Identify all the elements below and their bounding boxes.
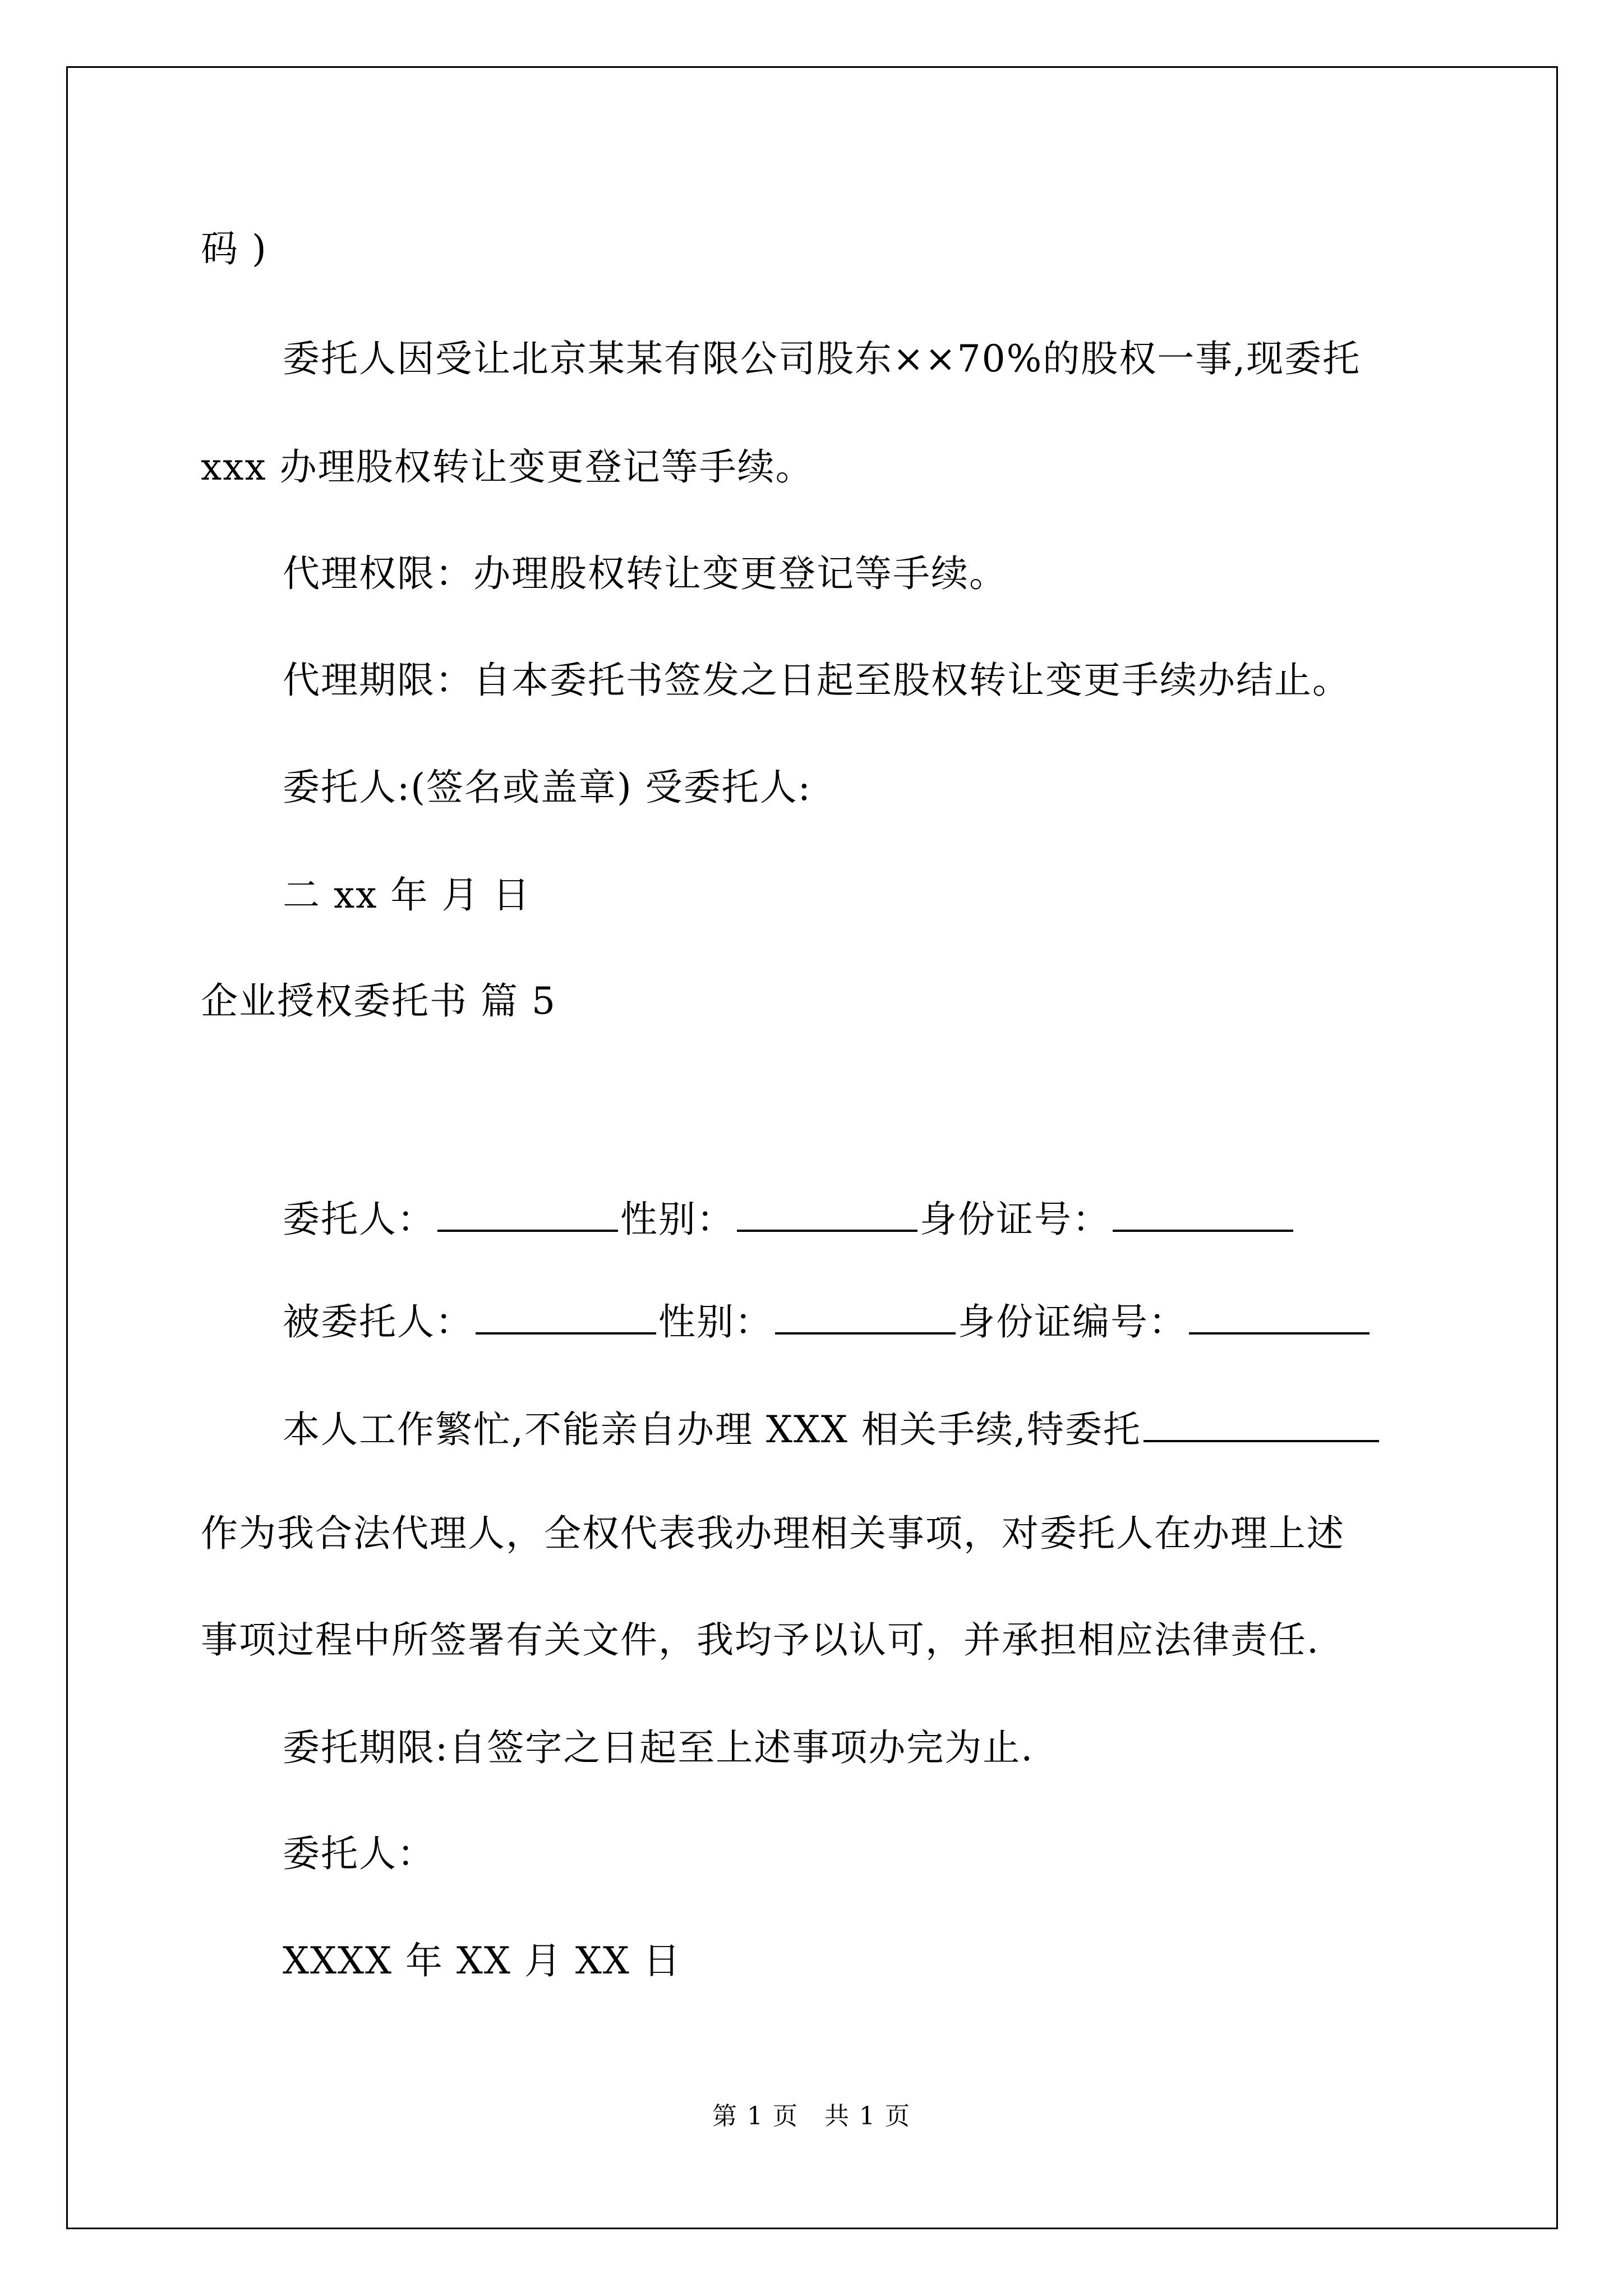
text-line-3: xxx 办理股权转让变更登记等手续。 bbox=[201, 445, 814, 489]
page-footer: 第 1 页 共 1 页 bbox=[712, 2102, 911, 2131]
form-row-1-blank-c bbox=[1113, 1195, 1293, 1232]
paragraph-a-blank bbox=[1144, 1405, 1379, 1442]
form-row-2-blank-c bbox=[1189, 1297, 1370, 1335]
form-row-2-label-c: 身份证编号： bbox=[958, 1300, 1187, 1343]
form-row-2-blank-b bbox=[775, 1297, 956, 1335]
form-row-1 bbox=[283, 1195, 1295, 1242]
text-line-7: 二 xx 年 月 日 bbox=[283, 873, 531, 917]
section-heading: 企业授权委托书 篇 5 bbox=[201, 979, 556, 1023]
form-row-1-blank-a bbox=[437, 1195, 618, 1232]
text-line-4: 代理权限：办理股权转让变更登记等手续。 bbox=[283, 552, 1007, 595]
form-row-2-label-b: 性别： bbox=[658, 1300, 773, 1343]
form-row-2-blank-a bbox=[476, 1297, 656, 1335]
text-line-5: 代理期限：自本委托书签发之日起至股权转让变更手续办结止。 bbox=[283, 659, 1350, 702]
form-row-2 bbox=[283, 1297, 1372, 1345]
paragraph-a-line-3: 事项过程中所签署有关文件，我均予以认可，并承担相应法律责任. bbox=[201, 1618, 1320, 1662]
signer-line: 委托人： bbox=[283, 1832, 435, 1875]
form-row-1-label-a: 委托人： bbox=[283, 1198, 435, 1241]
text-line-2: 委托人因受让北京某某有限公司股东××70%的股权一事,现委托 bbox=[283, 337, 1361, 380]
date-line: XXXX 年 XX 月 XX 日 bbox=[283, 1939, 681, 1982]
form-row-2-label-a: 被委托人： bbox=[283, 1300, 473, 1343]
paragraph-a-start: 本人工作繁忙,不能亲自办理 XXX 相关手续,特委托 bbox=[283, 1408, 1141, 1451]
text-line-1: 码 ) bbox=[201, 227, 268, 270]
form-row-1-label-c: 身份证号： bbox=[920, 1198, 1110, 1241]
text-line-6: 委托人:(签名或盖章) 受委托人: bbox=[283, 766, 811, 809]
paragraph-a-line-1 bbox=[283, 1405, 1381, 1452]
form-row-1-label-b: 性别： bbox=[620, 1198, 735, 1241]
term-line: 委托期限:自签字之日起至上述事项办完为止. bbox=[283, 1726, 1034, 1769]
paragraph-a-line-2: 作为我合法代理人，全权代表我办理相关事项，对委托人在办理上述 bbox=[201, 1512, 1345, 1555]
form-row-1-blank-b bbox=[737, 1195, 917, 1232]
page-border bbox=[66, 66, 1558, 2229]
